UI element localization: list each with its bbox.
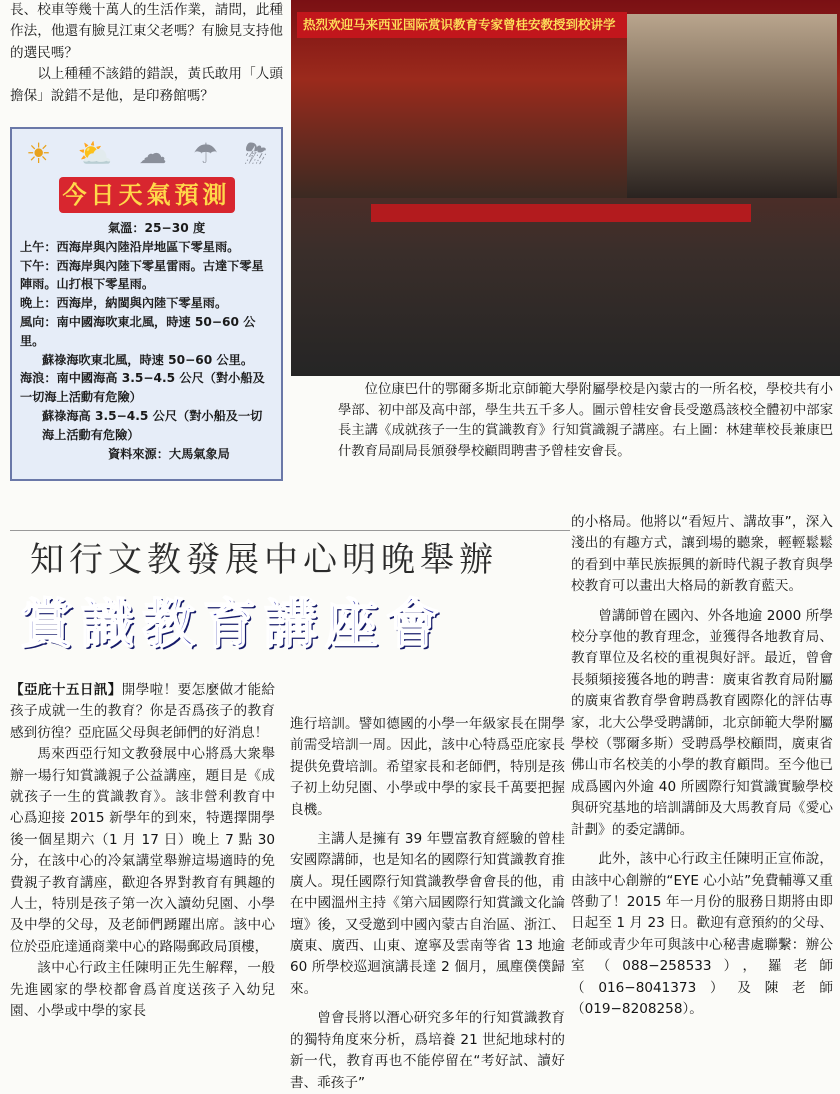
weather-title: 今日天氣預測: [59, 177, 235, 213]
article-column-1: [10, 680, 275, 1023]
article-column-2: [290, 714, 565, 1094]
article-paragraph: 進行培訓。譬如德國的小學一年級家長在開學前需受培訓一周。因此，該中心特爲亞庇家長提供免費培訓。希望家長和老師們，特別是孩子初上幼兒園、小學或中學的家長千萬要把握良機。: [290, 716, 565, 818]
article-subheadline: 知行文教發展中心明晚舉辦: [30, 540, 498, 580]
photo-caption: [338, 380, 833, 462]
weather-afternoon: 下午：西海岸與內陸下零星雷雨。古達下零星陣雨。山打根下零星雨。: [20, 258, 264, 292]
photo-stage-banner: [371, 204, 751, 222]
dateline: 【亞庇十五日訊】: [10, 682, 122, 698]
lead-text: 開學啦！要怎麼做才能給孩子成就一生的教育？你是否爲孩子的教育感到彷徨？亞庇區父母與老師們的好消息！: [10, 682, 276, 741]
article-headline: 賞識教育講座會: [20, 593, 447, 655]
rain-icon: ☂: [193, 137, 219, 170]
weather-waves-sulu: 蘇祿海高 3.5−4.5 公尺（對小船及一切海上活動有危險）: [42, 408, 263, 442]
weather-icons: [12, 129, 281, 173]
weather-details: [12, 213, 281, 463]
partly-cloudy-icon: ⛅: [77, 137, 113, 170]
weather-source: 資料來源：大馬氣象局: [108, 446, 230, 461]
weather-waves: 海浪：南中國海高 3.5−4.5 公尺（對小船及一切海上活動有危險）: [20, 371, 265, 405]
thunderstorm-icon: ⛈: [244, 137, 267, 170]
article-column-3: [571, 512, 833, 1020]
news-photo: [291, 0, 840, 376]
article-paragraph: 曾講師曾在國內、外各地逾 2000 所學校分享他的教育理念，並獲得各地教育局、教育單位及名校的重視與好評。最近，曾會長頻頻接獲各地的聘書：廣東省教育局附屬的廣東省教育學會聘爲教育國際化的評估專家，北大公學受聘講師，北京師範大學附屬學校（鄂爾多斯）受聘爲學校顧問，廣東省佛山市名校美的小學的教育顧問。至今他已成爲國內外逾 40 所國際行知賞識實驗學校與研究基地的培訓講師及大馬教育局《愛心計劃》的委定講師。: [571, 607, 833, 838]
cloud-icon: ☁: [138, 137, 167, 170]
article-paragraph: 的小格局。他將以“看短片、講故事”，深入淺出的有趣方式，讓到場的聽衆，輕輕鬆鬆的看到中華民族振興的新時代親子教育與學校教育可以畫出大格局的新教育藍天。: [571, 514, 833, 595]
article-paragraph: 曾會長將以潛心研究多年的行知賞識教育的獨特角度來分析，爲培養 21 世紀地球村的新一代，教育再也不能停留在“考好試、讀好書、乖孩子”: [290, 1010, 565, 1091]
weather-evening: 晚上：西海岸，納閩與內陸下零星雨。: [20, 296, 228, 311]
photo-audience: [291, 198, 840, 376]
top-left-paragraph-1: 長、校車等幾十萬人的生活作業，請問，此種作法，他還有臉見江東父老嗎？有臉見支持他的選民嗎？: [10, 2, 283, 61]
top-left-text: [10, 0, 283, 107]
weather-temperature: 氣溫：25−30 度: [108, 221, 206, 235]
divider: [10, 530, 570, 531]
weather-wind: 風向：南中國海吹東北風，時速 50−60 公里。: [20, 314, 256, 348]
weather-wind-sulu: 蘇祿海吹東北風，時速 50−60 公里。: [42, 352, 254, 367]
photo-award-presentation: [627, 14, 837, 198]
top-left-paragraph-2: 以上種種不該錯的錯誤，黃氏敢用「人頭擔保」說錯不是他，是印務館嗎？: [10, 66, 283, 104]
article-paragraph: 馬來西亞行知文教發展中心將爲大衆舉辦一場行知賞識親子公益講座，題目是《成就孩子一生的賞識教育》。該非營利教育中心爲迎接 2015 新學年的到來，特選擇開學後一個星期六（1 月 17 日）晚上 7 點 30 分，在該中心的冷氣講堂舉辦這場適時的免費親子教育講座，歡迎各界對教育有興趣的人士，特別是孩子第一次入讀幼兒園、小學及中學的父母，及老師們踴躍出席。該中心位於亞庇達通商業中心的路陽郵政局頂樓，: [10, 746, 275, 955]
weather-box: [10, 127, 283, 481]
caption-text: 位位康巴什的鄂爾多斯北京師範大學附屬學校是內蒙古的一所名校，學校共有小學部、初中部及高中部，學生共五千多人。圖示曾桂安會長受邀爲該校全體初中部家長主講《成就孩子一生的賞識教育》行知賞識親子講座。右上圖：林建華校長兼康巴什教育局副局長頒發學校顧問聘書予曾桂安會長。: [338, 382, 833, 459]
article-paragraph: 此外，該中心行政主任陳明正宣佈說，由該中心創辦的“EYE 心小站”免費輔導又重啓動了！2015 年一月份的服務日期將由即日起至 1 月 23 日。歡迎有意預約的父母、老師或青少年可與該中心秘書處聯繫：辦公室（088−258533），羅老師（016−8041373）及陳老師（019−8208258）。: [571, 851, 833, 1017]
article-paragraph: [10, 680, 275, 744]
photo-banner: 热烈欢迎马来西亚国际赏识教育专家曾桂安教授到校讲学: [297, 12, 627, 38]
sun-icon: ☀: [26, 137, 52, 170]
article-paragraph: 主講人是擁有 39 年豐富教育經驗的曾桂安國際講師，也是知名的國際行知賞識教育推廣人。現任國際行知賞識教學會會長的他，甫在中國溫州主持《第六屆國際行知賞識文化論壇》後，又受邀到中國內蒙古自治區、浙江、廣東、廣西、山東、遼寧及雲南等省 13 地逾 60 所學校巡迴演講長達 2 個月，風塵僕僕歸來。: [290, 831, 565, 997]
article-paragraph: 該中心行政主任陳明正先生解釋，一般先進國家的學校都會爲首度送孩子入幼兒園、小學或中學的家長: [10, 960, 275, 1020]
weather-morning: 上午：西海岸與內陸沿岸地區下零星雨。: [20, 239, 240, 254]
